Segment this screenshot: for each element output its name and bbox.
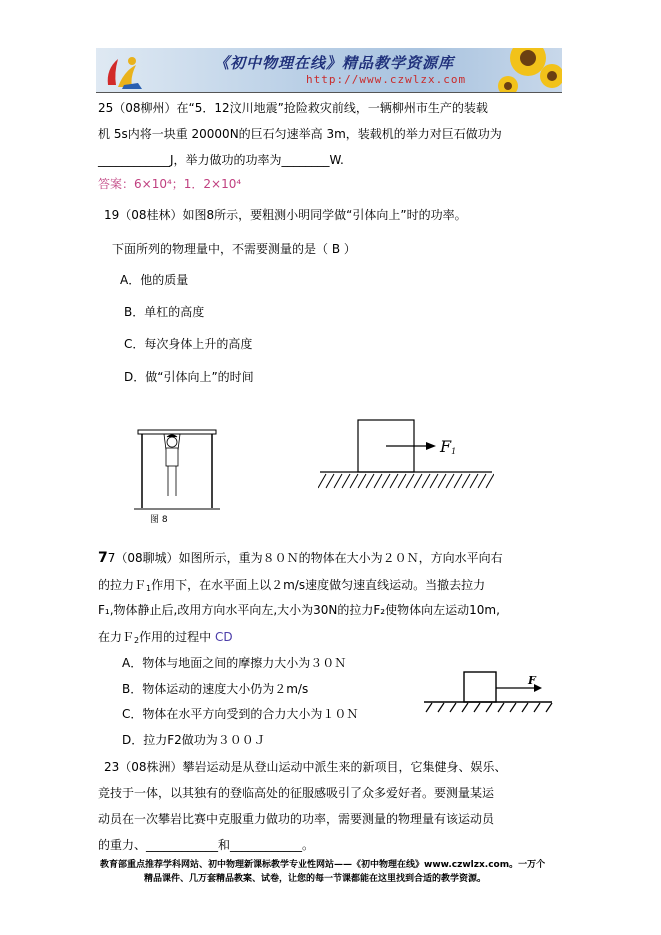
q19-option-d: D．做“引体向上”的时间 — [124, 370, 254, 384]
q25-line-3: ____________J，举力做功的功率为________W. — [98, 153, 344, 167]
q19-line-2: 下面所列的物理量中，不需要测量的是（ B ） — [112, 242, 356, 256]
footer-line-1: 教育部重点推荐学科网站、初中物理新课标教学专业性网站——《初中物理在线》www.czwlzx.com。一万个 — [100, 860, 546, 870]
q19-line-1: 19（08桂林）如图8所示，要粗测小明同学做“引体向上”时的功率。 — [104, 208, 467, 222]
q7-option-b: B．物体运动的速度大小仍为２m/s — [122, 682, 309, 696]
force-f1-label: $F_1$ — [440, 437, 457, 456]
q7-line-3: F₁,物体静止后,改用方向水平向左,大小为30N的拉力F₂使物体向左运动10m, — [98, 603, 500, 617]
q7-answer: CD — [214, 630, 233, 644]
q7-line-4: 在力Ｆ$_2$作用的过程中 CD — [98, 630, 233, 645]
q7-option-c: C．物体在水平方向受到的合力大小为１０Ｎ — [122, 707, 359, 721]
q23-line-2: 竞技于一体，以其独有的登临高处的征服感吸引了众多爱好者。要测量某运 — [98, 786, 495, 800]
figure-8-pullup — [132, 428, 222, 528]
q25-answer: 答案：6×10⁴；1．2×10⁴ — [98, 177, 242, 191]
q7-option-a: A．物体与地面之间的摩擦力大小为３０Ｎ — [122, 656, 347, 670]
q7-line-2: 的拉力Ｆ$_1$作用下，在水平面上以２m/s速度做匀速直线运动。当撤去拉力 — [98, 578, 486, 593]
q19-option-b: B．单杠的高度 — [124, 305, 205, 319]
banner-title: 《初中物理在线》精品教学资源库 — [214, 54, 455, 72]
logo-icon — [102, 51, 146, 91]
q23-line-4: 的重力、____________和____________。 — [98, 838, 315, 852]
figure-8-label: 图 8 — [150, 515, 168, 525]
q25-line-2: 机 5s内将一块重 20000N的巨石匀速举高 3m，装载机的举力对巨石做功为 — [98, 127, 502, 141]
q7-option-d: D．拉力F2做功为３００Ｊ — [122, 733, 266, 747]
q23-line-3: 动员在一次攀岩比赛中克服重力做功的功率，需要测量的物理量有该运动员 — [98, 812, 495, 826]
q23-line-1: 23（08株洲）攀岩运动是从登山运动中派生来的新项目，它集健身、娱乐、 — [104, 760, 507, 774]
q25-line-1: 25（08柳州）在“5．12汶川地震”抢险救灾前线，一辆柳州市生产的装载 — [98, 101, 488, 115]
footer-line-2: 精品课件、几万套精品教案、试卷，让您的每一节课都能在这里找到合适的教学资源。 — [144, 874, 487, 884]
force-f-label: F — [528, 674, 536, 687]
header-banner — [96, 48, 562, 92]
q19-option-c: C．每次身体上升的高度 — [124, 337, 253, 351]
q7-line-1-text: 7（08聊城）如图所示，重为８０Ｎ的物体在大小为２０Ｎ，方向水平向右 — [107, 551, 503, 565]
block-f1-figure — [318, 418, 494, 498]
banner-url[interactable]: http://www.czwlzx.com — [306, 73, 467, 86]
sunflower-icon — [488, 48, 562, 92]
q19-option-a: A．他的质量 — [120, 273, 189, 287]
header-divider — [96, 92, 562, 93]
q7-line-1: 77（08聊城）如图所示，重为８０Ｎ的物体在大小为２０Ｎ，方向水平向右 — [98, 550, 503, 566]
